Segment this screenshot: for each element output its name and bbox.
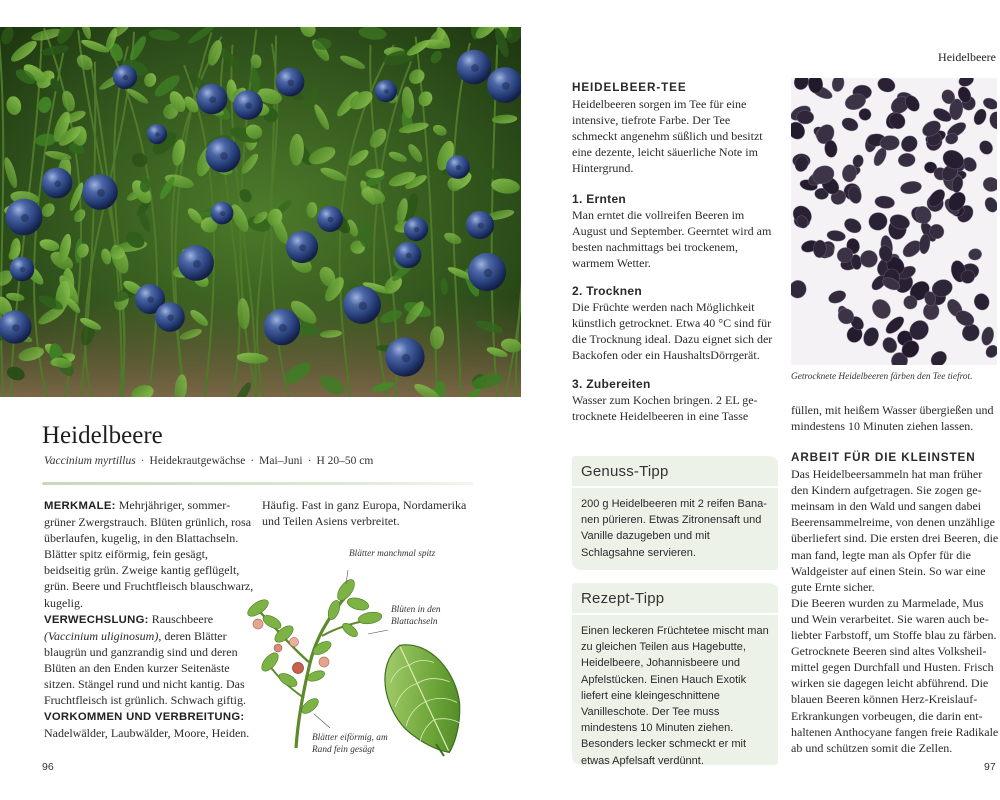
rezept-tip-text: Einen leckeren Früchtetee mischt man zu gleichen Teilen aus Hagebutte, Heidelbeere, Johannisbeere und Apfelstücken. Einen Hauch Exotik liefert eine kleingeschnittene Vanilleschote. Der Tee muss mindestens 10 Minuten ziehen. Besonders lecker schmeckt er mit etwas Apfelsaft verdünnt. xyxy=(581,625,769,767)
genuss-tip-box xyxy=(572,456,778,570)
tea-heading: HEIDELBEER-TEE xyxy=(572,81,687,94)
tea-intro: Heidelbeeren sorgen im Tee für eine intensive, tiefrote Farbe. Der Tee schmeckt angenehm süßlich und besitzt eine dezente, leicht säuerliche Note im Hintergrund. xyxy=(572,97,763,176)
step-3-continuation: füllen, mit heißem Wasser übergießen und mindestens 10 Minuten ziehen lassen. xyxy=(791,403,994,434)
blueberry-crown xyxy=(384,89,389,94)
tip-divider xyxy=(572,486,778,488)
blueberry-crown xyxy=(21,214,29,222)
page-number-left: 96 xyxy=(42,761,54,773)
step-3-text: Wasser zum Kochen bringen. 2 EL getrocknete Heidelbeeren in eine Tasse xyxy=(572,392,758,423)
tea-section xyxy=(572,80,776,424)
blueberry-crown xyxy=(220,152,228,160)
genuss-tip-title: Genuss-Tipp xyxy=(581,463,669,480)
step-2-text: Die Früchte werden nach Möglichkeit künstlich getrocknet. Etwa 40 °C sind für die Trocknung ideal. Dazu eignet sich der Backofen oder ein HaushaltsDörrgerät. xyxy=(572,300,773,363)
page-number-right: 97 xyxy=(984,761,996,773)
blueberry-crown xyxy=(456,165,461,170)
blueberry-crown xyxy=(209,96,216,103)
kids-heading: ARBEIT FÜR DIE KLEINSTEN xyxy=(791,451,976,464)
blueberry-crown xyxy=(12,324,19,331)
blueberry-crown xyxy=(279,324,287,332)
running-head: Heidelbeere xyxy=(938,50,996,64)
blueberry-crown xyxy=(359,302,367,310)
blueberry-crown xyxy=(123,75,128,80)
title-divider xyxy=(42,482,474,485)
blueberry-bush-photo xyxy=(0,27,521,397)
blueberry-crown xyxy=(402,354,411,363)
step-1-text: Man erntet die vollreifen Beeren im August und September. Geerntet wird am besten nachmittags bei trockenem, warmem Wetter. xyxy=(572,207,772,270)
blueberry-crown xyxy=(288,80,294,86)
blueberry-crown xyxy=(245,102,252,109)
bush-leaf xyxy=(313,38,331,50)
vorkommen-paragraph: VORKOMMEN UND VERBREITUNG: Nadelwälder, Laubwälder, Moore, Heiden. xyxy=(44,711,250,741)
species-meta: Vaccinium myrtillus · Heidekrautgewächse · Mai–Juni · H 20–50 cm xyxy=(44,455,374,467)
latin-name: Vaccinium myrtillus xyxy=(44,455,136,467)
blueberry-crown xyxy=(471,64,479,72)
step-3-title: 3. Zubereiten xyxy=(572,376,651,391)
label-flowers-axils: Blüten in den Blattachseln xyxy=(391,605,441,627)
vorkommen-label: VORKOMMEN UND VERBREITUNG: xyxy=(44,711,245,724)
blueberry-crown xyxy=(414,227,419,232)
label-leaves-pointed: Blätter manchmal spitz xyxy=(349,549,436,559)
blueberry-crown xyxy=(478,223,484,229)
species-title: Heidelbeere xyxy=(42,422,163,449)
blueberry-crown xyxy=(54,180,61,187)
blueberry-crown xyxy=(155,132,159,136)
kids-paragraph-2: Die Beeren wurden zu Marmelade, Mus und Wein verarbeitet. Sie waren auch beliebter Farbstoff, um Stoffe blau zu färben. Getrocknete Beeren sind altes Volksheilmittel gegen Durchfall und Husten. Frisch wirken sie dagegen leicht abführend. Die blauen Beeren können Herz-KreislaufErkrankungen vorbeugen, die darin enthaltenen Anthocyane fangen freie Radikale ab und schützen somit die Zellen. xyxy=(791,595,999,755)
tip-divider xyxy=(572,613,778,615)
blueberry-crown xyxy=(148,297,155,304)
genuss-tip-text: 200 g Heidelbeeren mit 2 reifen Bananen pürieren. Etwas Zitronensaft und Vanille dazugeben und mit Schlagsahne servieren. xyxy=(581,498,767,559)
blueberry-crown xyxy=(502,82,510,90)
botanical-illustration xyxy=(218,548,478,758)
blueberry-crown xyxy=(484,269,492,277)
verwechslung-label: VERWECHSLUNG: xyxy=(44,613,149,626)
label-leaves-oval: Blätter eiförmig, am Rand fein gesägt xyxy=(312,733,388,755)
step-1-title: 1. Ernten xyxy=(572,191,627,206)
blueberry-crown xyxy=(193,260,201,268)
blueberry-crown xyxy=(97,189,105,197)
plant-family: Heidekrautgewächse xyxy=(149,455,246,467)
rezept-tip-box xyxy=(572,583,778,765)
dried-berry xyxy=(796,110,814,124)
blueberry-crown xyxy=(20,267,25,272)
rezept-tip-title: Rezept-Tipp xyxy=(581,590,665,607)
blueberry-crown xyxy=(167,314,174,321)
blueberry-crown xyxy=(406,253,412,259)
photo-caption: Getrocknete Heidelbeeren färben den Tee tiefrot. xyxy=(791,372,973,382)
kids-paragraph-1: Das Heidelbeersammeln hat man früher den Kindern aufgetragen. Sie zogen gemeinsam in den Wald und sangen dabei Beerensammelreime, von denen unzählige überliefert sind. Die ersten drei Beeren, die man fand, legte man als Opfer für die Waldgeister auf einen Stein. So war eine gute Ernte sicher. xyxy=(791,467,999,594)
merkmale-label: MERKMALE: xyxy=(44,500,116,512)
description-column-2: Häufig. Fast in ganz Europa, Nordamerika und Teilen Asiens verbreitet. xyxy=(262,498,467,529)
blueberry-crown xyxy=(220,211,225,216)
kids-section xyxy=(791,450,1000,756)
plant-height: H 20–50 cm xyxy=(316,455,374,467)
verwechslung-paragraph: VERWECHSLUNG: Rauschbeere (Vaccinium uliginosum), deren Blätter blaugrün und ganzrandig sind und deren Blüten an den Enden kurzer Seitenäste sitzen. Stängel rund und nicht kantig. Das Fruchtfleisch ist grünlich. Schwach giftig. xyxy=(44,611,246,708)
blueberry-crown xyxy=(299,244,306,251)
blueberry-crown xyxy=(328,217,334,223)
merkmale-paragraph: MERKMALE: Mehrjähriger, sommergrüner Zwergstrauch. Blüten grünlich, rosa überlaufen, kugelig, in den Blattachseln. Blätter spitz eiförmig, fein gesägt, beidseitig grün. Zweige kantig geflügelt, grün. Beere und Fruchtfleisch blauschwarz, kugelig. xyxy=(44,498,254,610)
step-2-title: 2. Trocknen xyxy=(572,284,642,299)
dried-blueberries-photo xyxy=(791,78,997,365)
flowering-period: Mai–Juni xyxy=(259,455,303,467)
